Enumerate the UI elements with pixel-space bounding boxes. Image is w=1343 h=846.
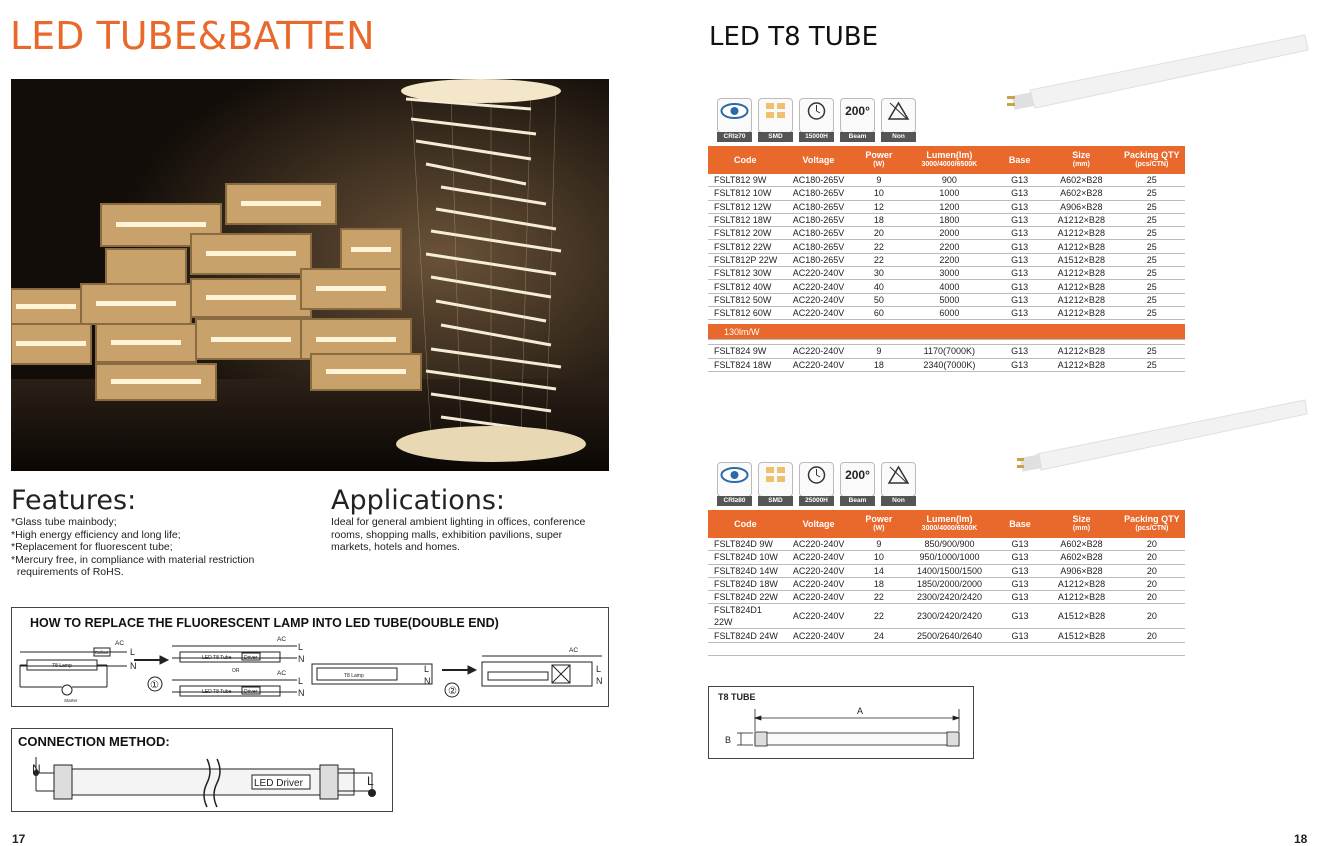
features-item: *Replacement for fluorescent tube; xyxy=(11,541,173,553)
table-cell: 40 xyxy=(854,280,903,293)
table-row xyxy=(708,345,1185,358)
table-cell: G13 xyxy=(995,293,1044,306)
table-cell: 20 xyxy=(1119,604,1185,629)
step-1-label: ① xyxy=(150,680,159,691)
table-cell: G13 xyxy=(995,267,1044,280)
column-header: Voltage xyxy=(783,510,855,538)
driver-label: Driver xyxy=(244,655,258,661)
non-dimmable-icon xyxy=(881,98,916,140)
table-cell: 25 xyxy=(1119,267,1185,280)
table-cell: 850/900/900 xyxy=(903,538,995,551)
l-label: L xyxy=(130,647,136,657)
table-cell: AC220-240V xyxy=(783,345,855,358)
table-cell: AC180-265V xyxy=(783,174,855,187)
col-size: Size (mm) xyxy=(1044,146,1119,174)
table-cell: A602×B28 xyxy=(1044,187,1119,200)
table-row xyxy=(708,200,1185,213)
table-cell: 4000 xyxy=(903,280,995,293)
features-item: *Glass tube mainbody; xyxy=(11,516,117,528)
table-cell: FSLT812 9W xyxy=(708,174,783,187)
table-cell: 9 xyxy=(854,538,903,551)
table-cell: AC220-240V xyxy=(783,538,855,551)
table-cell: A1212×B28 xyxy=(1044,240,1119,253)
table-cell: G13 xyxy=(995,174,1044,187)
table-row xyxy=(708,358,1185,371)
efficiency-subheader: 130lm/W xyxy=(708,324,1185,340)
table-cell: AC180-265V xyxy=(783,187,855,200)
l-label: L xyxy=(298,642,304,652)
table-cell: G13 xyxy=(996,591,1045,604)
applications-heading: Applications: xyxy=(331,485,506,516)
table-cell: AC180-265V xyxy=(783,200,855,213)
starter-label: Starter xyxy=(64,698,78,703)
column-header: Lumen(lm) 3000/4000/6500K xyxy=(903,510,995,538)
table-cell: 30 xyxy=(854,267,903,280)
table-cell: 2000 xyxy=(903,227,995,240)
table-row xyxy=(708,564,1185,577)
table-cell: G13 xyxy=(996,564,1045,577)
table-header-row xyxy=(708,146,1185,174)
beam-angle-icon xyxy=(840,98,875,140)
table-row xyxy=(708,629,1185,642)
table-row xyxy=(708,577,1185,590)
column-header: Base xyxy=(996,510,1045,538)
table-cell: AC180-265V xyxy=(783,227,855,240)
table-cell: 12 xyxy=(854,200,903,213)
table-cell: 1800 xyxy=(903,213,995,226)
col-code: Code xyxy=(708,146,783,174)
icon-label: 15000H xyxy=(799,132,834,142)
table-cell: 24 xyxy=(854,629,903,642)
table-cell: 25 xyxy=(1119,240,1185,253)
table-cell: 1200 xyxy=(903,200,995,213)
table-cell: 25 xyxy=(1119,358,1185,371)
l-label: L xyxy=(424,664,430,674)
table-cell: AC220-240V xyxy=(783,591,855,604)
table-cell: G13 xyxy=(995,306,1044,319)
column-header: Power (W) xyxy=(854,510,903,538)
dimension-a-label: A xyxy=(857,706,864,716)
table-cell: 25 xyxy=(1119,345,1185,358)
table-cell: G13 xyxy=(995,240,1044,253)
table-cell: 18 xyxy=(854,213,903,226)
l-terminal-label: L xyxy=(367,774,374,788)
t8-tube-image xyxy=(1005,30,1310,112)
icon-label: Non xyxy=(881,496,916,506)
features-item: requirements of RoHS. xyxy=(11,566,124,578)
features-heading: Features: xyxy=(11,485,137,516)
table-cell: 2340(7000K) xyxy=(903,358,995,371)
table-cell: AC220-240V xyxy=(783,577,855,590)
n-label: N xyxy=(130,661,137,671)
table-cell: AC180-265V xyxy=(783,253,855,266)
eye-icon xyxy=(717,98,752,140)
table-cell: A1512×B28 xyxy=(1044,629,1118,642)
table-cell: FSLT824D 10W xyxy=(708,551,783,564)
table-cell: G13 xyxy=(995,200,1044,213)
spec-table-1 xyxy=(708,146,1185,372)
table-row xyxy=(708,293,1185,306)
icon-label: CRI≥80 xyxy=(717,496,752,506)
table-row xyxy=(708,551,1185,564)
n-label: N xyxy=(596,676,603,686)
applications-text xyxy=(331,516,621,554)
table-cell: A1212×B28 xyxy=(1044,213,1119,226)
col-voltage: Voltage xyxy=(783,146,855,174)
dimension-b-label: B xyxy=(725,735,732,745)
table-cell: 2300/2420/2420 xyxy=(903,604,995,629)
table-cell: 1850/2000/2000 xyxy=(903,577,995,590)
table-cell: 2200 xyxy=(903,253,995,266)
table-cell: A602×B28 xyxy=(1044,174,1119,187)
table-cell: A1212×B28 xyxy=(1044,591,1118,604)
table-cell: 22 xyxy=(854,604,903,629)
table-cell: 9 xyxy=(854,345,903,358)
table-cell: FSLT812 20W xyxy=(708,227,783,240)
table-cell: 18 xyxy=(854,577,903,590)
table-cell: A1212×B28 xyxy=(1044,358,1119,371)
table-cell: FSLT824D 18W xyxy=(708,577,783,590)
table-cell: 25 xyxy=(1119,213,1185,226)
connection-title: CONNECTION METHOD: xyxy=(18,734,170,749)
table-cell: AC220-240V xyxy=(783,564,855,577)
table-cell: 5000 xyxy=(903,293,995,306)
column-header: Packing QTY (pcs/CTN) xyxy=(1119,510,1185,538)
icon-label: SMD xyxy=(758,496,793,506)
t8-lamp-label: T8 Lamp xyxy=(52,663,72,669)
smd-chip-icon xyxy=(758,462,793,504)
clock-icon xyxy=(799,462,834,504)
table-cell: 25 xyxy=(1119,174,1185,187)
table-cell: G13 xyxy=(996,577,1045,590)
table-cell: G13 xyxy=(996,604,1045,629)
table-cell: 3000 xyxy=(903,267,995,280)
col-packing: Packing QTY (pcs/CTN) xyxy=(1119,146,1185,174)
led-tube-label: LED T8 Tube xyxy=(202,655,232,661)
table-cell: A1512×B28 xyxy=(1044,604,1118,629)
table-cell: 50 xyxy=(854,293,903,306)
ac-label: AC xyxy=(569,647,579,654)
table-cell: A1212×B28 xyxy=(1044,577,1118,590)
table-cell: 25 xyxy=(1119,293,1185,306)
table-cell: A1212×B28 xyxy=(1044,280,1119,293)
features-list xyxy=(11,516,311,579)
table-cell: FSLT812 30W xyxy=(708,267,783,280)
features-item: *Mercury free, in compliance with material restriction xyxy=(11,553,255,566)
table-cell: 22 xyxy=(854,253,903,266)
beam-angle-value: 200° xyxy=(845,104,870,118)
feature-icons-1 xyxy=(717,98,916,140)
table-cell: 2300/2420/2420 xyxy=(903,591,995,604)
table-cell: AC220-240V xyxy=(783,293,855,306)
table-cell: G13 xyxy=(995,280,1044,293)
table-cell: FSLT824 9W xyxy=(708,345,783,358)
table-cell: FSLT824D 22W xyxy=(708,591,783,604)
table-row xyxy=(708,187,1185,200)
table-row xyxy=(708,253,1185,266)
wiring-diagram xyxy=(12,632,608,704)
ac-label: AC xyxy=(115,640,125,647)
showroom-photo xyxy=(11,79,609,471)
table-cell: A1512×B28 xyxy=(1044,253,1119,266)
table-cell: 22 xyxy=(854,591,903,604)
table-cell: FSLT812 50W xyxy=(708,293,783,306)
table-cell: AC220-240V xyxy=(783,358,855,371)
table-cell: G13 xyxy=(995,213,1044,226)
page-number-left: 17 xyxy=(12,832,26,846)
table-cell: FSLT824D 24W xyxy=(708,629,783,642)
non-dimmable-icon xyxy=(881,462,916,504)
n-label: N xyxy=(298,654,305,664)
table-cell: G13 xyxy=(996,629,1045,642)
n-label: N xyxy=(424,676,431,686)
table-cell: 20 xyxy=(854,227,903,240)
table-cell: AC220-240V xyxy=(783,306,855,319)
connection-method-box xyxy=(11,728,393,812)
table-cell: AC220-240V xyxy=(783,280,855,293)
features-item: *High energy efficiency and long life; xyxy=(11,528,181,541)
ac-label: AC xyxy=(277,670,287,677)
or-label: OR xyxy=(232,668,240,674)
table-row xyxy=(708,591,1185,604)
dimension-title: T8 TUBE xyxy=(718,692,756,702)
icon-label: CRI≥70 xyxy=(717,132,752,142)
table-cell: 2500/2640/2640 xyxy=(903,629,995,642)
table-cell: 25 xyxy=(1119,187,1185,200)
icon-label: Beam xyxy=(840,132,875,142)
t8-lamp-label: T8 Lamp xyxy=(344,673,364,679)
icon-label: 25000H xyxy=(799,496,834,506)
feature-icons-2 xyxy=(717,462,916,504)
table-cell: G13 xyxy=(995,345,1044,358)
table-cell: FSLT812 40W xyxy=(708,280,783,293)
table-row xyxy=(708,213,1185,226)
table-row xyxy=(708,174,1185,187)
eye-icon xyxy=(717,462,752,504)
n-label: N xyxy=(298,688,305,698)
table-cell: 20 xyxy=(1119,564,1185,577)
table-cell: 1400/1500/1500 xyxy=(903,564,995,577)
page-title-left: LED TUBE&BATTEN xyxy=(10,14,375,58)
smd-chip-icon xyxy=(758,98,793,140)
table-cell: FSLT824D 14W xyxy=(708,564,783,577)
col-lumen: Lumen(lm) 3000/4000/6500K xyxy=(903,146,995,174)
table-row xyxy=(708,280,1185,293)
table-cell: 20 xyxy=(1119,551,1185,564)
table-cell: FSLT812 12W xyxy=(708,200,783,213)
ballast-label: Ballast xyxy=(95,650,109,655)
led-driver-label: LED Driver xyxy=(254,778,303,789)
table-cell: AC180-265V xyxy=(783,213,855,226)
col-base: Base xyxy=(995,146,1044,174)
table-cell: 20 xyxy=(1119,591,1185,604)
howto-replace-box xyxy=(11,607,609,707)
table-cell: AC220-240V xyxy=(783,267,855,280)
table-cell: 14 xyxy=(854,564,903,577)
table-cell: 25 xyxy=(1119,253,1185,266)
table-row xyxy=(708,227,1185,240)
table-row xyxy=(708,267,1185,280)
icon-label: Non xyxy=(881,132,916,142)
table-cell: 9 xyxy=(854,174,903,187)
table-cell: 25 xyxy=(1119,227,1185,240)
table-row xyxy=(708,538,1185,551)
table-cell: FSLT812 18W xyxy=(708,213,783,226)
table-cell: AC220-240V xyxy=(783,604,855,629)
spec-table-2 xyxy=(708,510,1185,656)
clock-icon xyxy=(799,98,834,140)
table-cell: 1000 xyxy=(903,187,995,200)
icon-label: SMD xyxy=(758,132,793,142)
applications-line: markets, hotels and homes. xyxy=(331,541,460,553)
applications-line: rooms, shopping malls, exhibition pavilions, super xyxy=(331,528,563,541)
column-header: Size (mm) xyxy=(1044,510,1118,538)
icon-label: Beam xyxy=(840,496,875,506)
table-cell: A1212×B28 xyxy=(1044,293,1119,306)
t8-tube-image-2 xyxy=(1015,396,1310,474)
table-cell: G13 xyxy=(996,538,1045,551)
n-terminal-label: N xyxy=(32,762,41,776)
table-cell: A906×B28 xyxy=(1044,564,1118,577)
table-cell: 25 xyxy=(1119,200,1185,213)
table-cell: FSLT812 22W xyxy=(708,240,783,253)
table-cell: FSLT824 18W xyxy=(708,358,783,371)
driver-label: Driver xyxy=(244,689,258,695)
table-cell: A906×B28 xyxy=(1044,200,1119,213)
table-cell: 1170(7000K) xyxy=(903,345,995,358)
table-header-row xyxy=(708,510,1185,538)
table-cell: FSLT824D 9W xyxy=(708,538,783,551)
table-row xyxy=(708,604,1185,629)
table-cell: 10 xyxy=(854,187,903,200)
beam-angle-icon xyxy=(840,462,875,504)
table-cell: 6000 xyxy=(903,306,995,319)
page-title-right: LED T8 TUBE xyxy=(709,22,879,52)
howto-title: HOW TO REPLACE THE FLUORESCENT LAMP INTO LED TUBE(DOUBLE END) xyxy=(30,616,499,630)
table-cell: A602×B28 xyxy=(1044,538,1118,551)
table-cell: A1212×B28 xyxy=(1044,227,1119,240)
table-cell: A602×B28 xyxy=(1044,551,1118,564)
table-cell: AC180-265V xyxy=(783,240,855,253)
table-cell: 25 xyxy=(1119,306,1185,319)
table-cell: A1212×B28 xyxy=(1044,306,1119,319)
table-cell: 60 xyxy=(854,306,903,319)
table-cell: G13 xyxy=(995,358,1044,371)
table-cell: 2200 xyxy=(903,240,995,253)
table-cell: 20 xyxy=(1119,629,1185,642)
table-cell: 20 xyxy=(1119,538,1185,551)
table-cell: AC220-240V xyxy=(783,629,855,642)
dimension-diagram xyxy=(708,686,974,759)
table-cell: 10 xyxy=(854,551,903,564)
table-cell: 25 xyxy=(1119,280,1185,293)
led-tube-label: LED T8 Tube xyxy=(202,689,232,695)
table-row xyxy=(708,240,1185,253)
table-cell: G13 xyxy=(995,253,1044,266)
table-cell: G13 xyxy=(995,187,1044,200)
connection-diagram xyxy=(12,751,392,809)
table-cell: FSLT812 10W xyxy=(708,187,783,200)
l-label: L xyxy=(298,676,304,686)
table-cell: FSLT812P 22W xyxy=(708,253,783,266)
column-header: Code xyxy=(708,510,783,538)
step-2-label: ② xyxy=(448,686,457,697)
table-cell: G13 xyxy=(996,551,1045,564)
table-cell: 22 xyxy=(854,240,903,253)
l-label: L xyxy=(596,664,602,674)
table-cell: 18 xyxy=(854,358,903,371)
beam-angle-value: 200° xyxy=(845,468,870,482)
table-cell: 950/1000/1000 xyxy=(903,551,995,564)
table-cell: AC220-240V xyxy=(783,551,855,564)
col-power: Power (W) xyxy=(854,146,903,174)
table-cell: 20 xyxy=(1119,577,1185,590)
table-cell: A1212×B28 xyxy=(1044,345,1119,358)
page-number-right: 18 xyxy=(1294,832,1308,846)
table-cell: 900 xyxy=(903,174,995,187)
table-cell: FSLT812 60W xyxy=(708,306,783,319)
table-row xyxy=(708,306,1185,319)
applications-line: Ideal for general ambient lighting in offices, conference xyxy=(331,516,586,528)
ac-label: AC xyxy=(277,636,287,643)
table-cell: A1212×B28 xyxy=(1044,267,1119,280)
table-cell: FSLT824D1 22W xyxy=(708,604,783,629)
table-cell: G13 xyxy=(995,227,1044,240)
